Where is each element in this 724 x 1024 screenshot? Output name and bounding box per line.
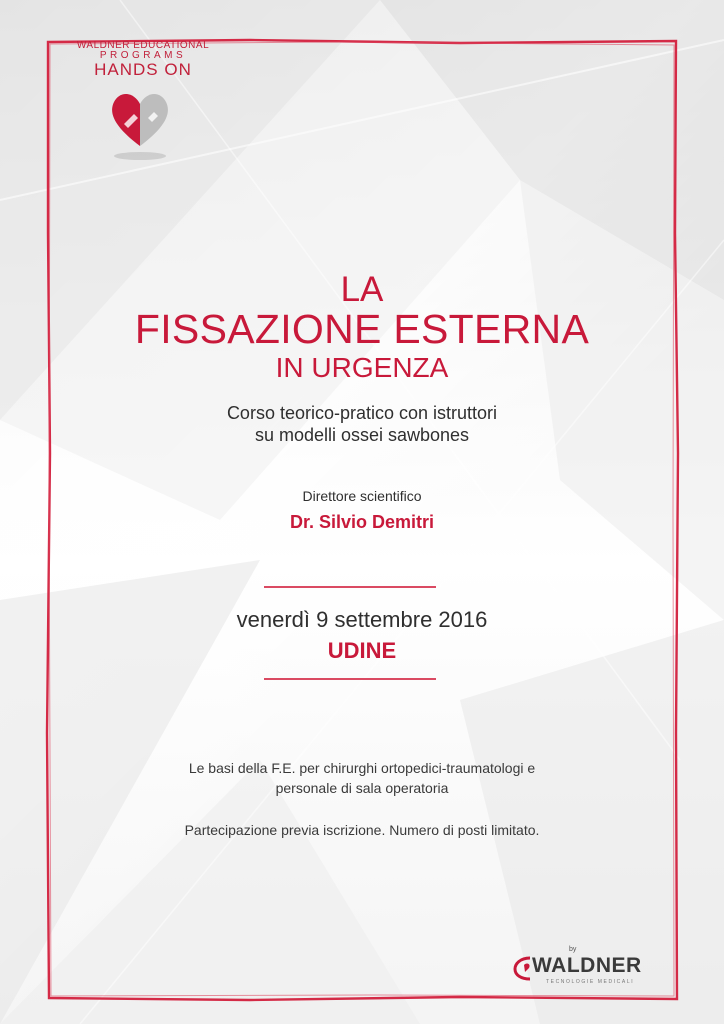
brand-line-3: HANDS ON (94, 60, 192, 79)
brand-line-2: PROGRAMS (99, 50, 187, 61)
title-main: FISSAZIONE ESTERNA (134, 306, 590, 352)
info-line-2: personale di sala operatoria (275, 780, 449, 796)
info-line-1: Le basi della F.E. per chirurghi ortopedici-traumatologi e (188, 760, 536, 776)
company-tagline: TECNOLOGIE MEDICALI (546, 979, 635, 985)
divider-bottom (264, 678, 436, 680)
course-info (0, 758, 724, 798)
course-description (0, 402, 724, 446)
brand-line-1: WALDNER EDUCATIONAL (76, 40, 210, 51)
description-line-1: Corso teorico-pratico con istruttori (226, 403, 498, 423)
title-la: LA (340, 270, 384, 309)
registration-note: Partecipazione previa iscrizione. Numero di posti limitato. (184, 822, 540, 838)
company-name: WALDNER (532, 954, 642, 977)
hands-on-brand (58, 40, 228, 79)
waldner-logo (510, 946, 670, 990)
director-label: Direttore scientifico (302, 488, 422, 504)
event-city: UDINE (327, 638, 397, 663)
heart-hands-icon (104, 84, 176, 162)
description-line-2: su modelli ossei sawbones (254, 425, 470, 445)
director-name: Dr. Silvio Demitri (289, 512, 435, 532)
divider-top (264, 586, 436, 588)
event-date: venerdì 9 settembre 2016 (236, 607, 488, 632)
by-label: by (569, 946, 577, 953)
title-subtitle: IN URGENZA (275, 352, 449, 383)
